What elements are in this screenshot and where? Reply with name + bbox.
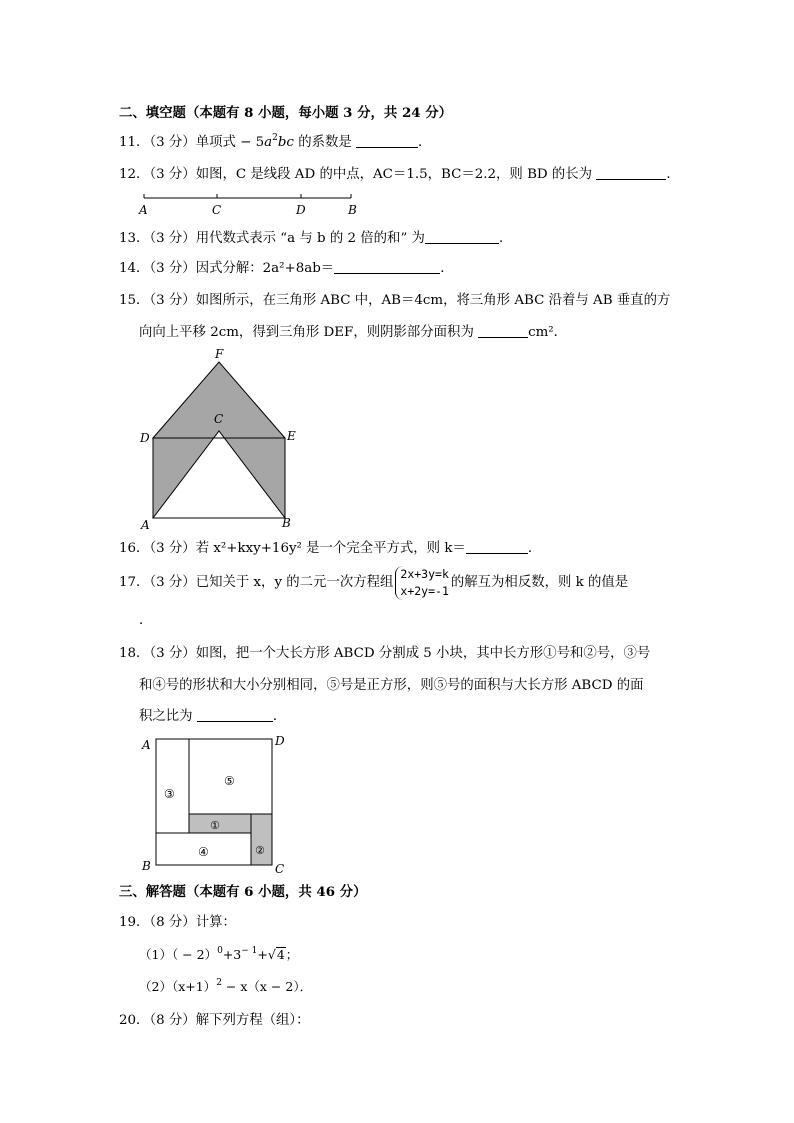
question-15-line-2: 向向上平移 2cm，得到三角形 DEF，则阴影部分面积为 cm²． (139, 325, 568, 340)
corner-label-a: A (142, 738, 151, 752)
question-17: 17．（3 分）已知关于 x，y 的二元一次方程组2x+3y=k x+2y=-1的解互为相反数，则 k 的值是 (119, 566, 629, 598)
question-13: 13．（3 分）用代数式表示 “a 与 b 的 2 倍的和” 为 ． (119, 231, 513, 246)
vertex-label-c: C (214, 412, 224, 426)
vertex-label-e: E (287, 429, 296, 443)
answer-blank (356, 134, 418, 148)
answer-blank (334, 260, 440, 274)
point-label-d: D (296, 203, 306, 217)
segment-figure (135, 192, 375, 218)
question-18-line-3: 积之比为 ． (139, 709, 287, 724)
answer-blank (466, 540, 528, 554)
vertex-label-d: D (140, 431, 150, 445)
question-18-line-2: 和④号的形状和大小分别相同，⑤号是正方形，则⑤号的面积与大长方形 ABCD 的面 (139, 678, 644, 693)
corner-label-b: B (142, 859, 151, 873)
question-20: 20．（8 分）解下列方程（组）： (119, 1013, 310, 1028)
question-19-part-2: $(2)(x+1)^2 - x(x - 2)$． (139, 978, 313, 994)
question-15-line-1: 15．（3 分）如图所示，在三角形 ABC 中，AB＝4cm，将三角形 ABC 沿着与 AB 垂直的方 (119, 293, 671, 308)
question-12: 12．（3 分）如图，C 是线段 AD 的中点，AC＝1.5，BC＝2.2，则 BD 的长为 ． (119, 167, 680, 182)
question-17-cont: ． (139, 613, 153, 628)
answer-blank (596, 166, 666, 180)
answer-blank (425, 230, 499, 244)
piece-2-label: ② (255, 844, 265, 857)
question-18-line-1: 18．（3 分）如图，把一个大长方形 ABCD 分割成 5 小块，其中长方形①号和②号，③号 (119, 646, 651, 661)
question-14: 14．（3 分）因式分解：2a²+8ab＝ ． (119, 261, 454, 276)
piece-5-label: ⑤ (224, 774, 235, 788)
piece-3-label: ③ (164, 787, 175, 801)
corner-label-c: C (275, 862, 285, 876)
vertex-label-b: B (282, 516, 291, 530)
equation-system: 2x+3y=k x+2y=-1 (395, 566, 448, 600)
question-19: 19．（8 分）计算： (119, 915, 236, 930)
section-title-fill-in: 二、填空题（本题有 8 小题，每小题 3 分，共 24 分） (119, 105, 453, 121)
section-title-solve: 三、解答题（本题有 6 小题，共 46 分） (119, 884, 367, 900)
vertex-label-f: F (215, 347, 224, 361)
translated-triangle-figure (135, 344, 305, 534)
piece-1-label: ① (210, 819, 220, 832)
point-label-a: A (139, 203, 148, 217)
piece-4-label: ④ (198, 845, 209, 859)
question-16: 16．（3 分）若 x²+kxy+16y² 是一个完全平方式，则 k＝ ． (119, 541, 542, 556)
question-11: 11．（3 分）单项式 − $5a^2bc$ 的系数是 ． (119, 133, 432, 150)
corner-label-d: D (275, 734, 285, 748)
question-19-part-1: $(1)( - 2)^0+3^{- 1}+√4$； (139, 946, 299, 962)
point-label-c: C (212, 203, 222, 217)
vertex-label-a: A (141, 518, 150, 532)
answer-blank (478, 324, 528, 338)
rectangle-partition-figure (138, 732, 298, 878)
point-label-b: B (348, 203, 357, 217)
answer-blank (197, 708, 273, 722)
